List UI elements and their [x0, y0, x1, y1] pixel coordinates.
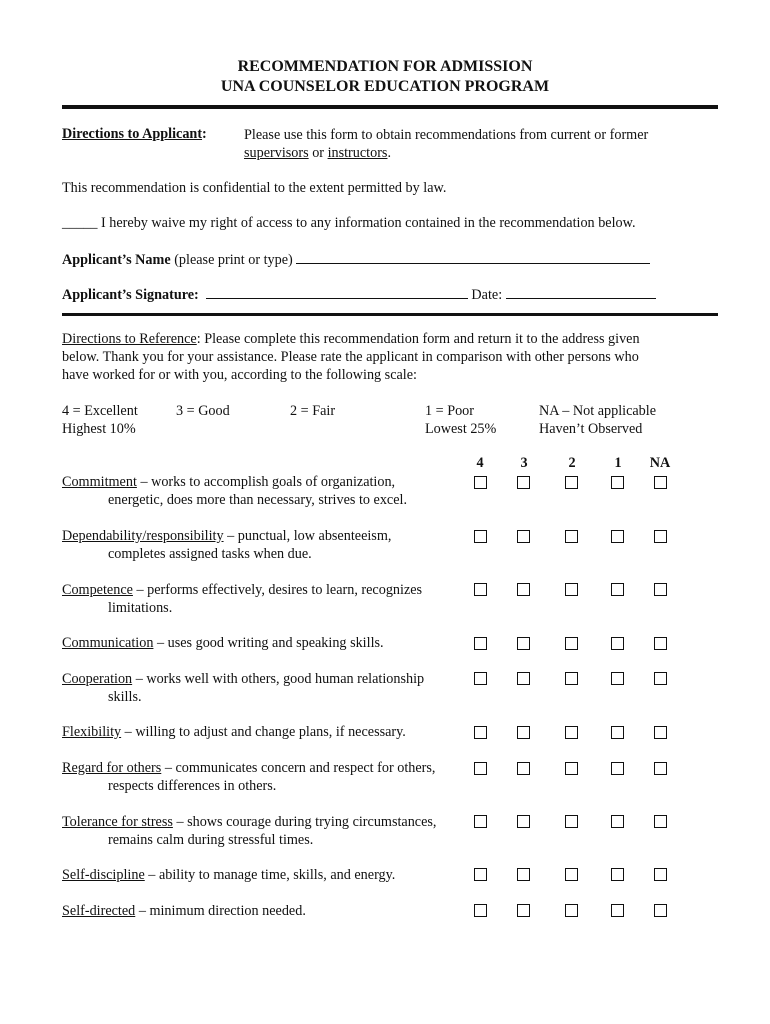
criterion-flexibility: Flexibility – willing to adjust and change plans, if necessary.	[62, 724, 406, 740]
section-rule	[62, 313, 718, 316]
waiver-initial-blank[interactable]: _____	[62, 215, 98, 231]
date-field[interactable]	[506, 286, 656, 299]
form-title-line2: UNA COUNSELOR EDUCATION PROGRAM	[220, 78, 550, 95]
applicant-name-field[interactable]	[296, 251, 650, 264]
column-header-1: 1	[614, 455, 622, 471]
rating-checkbox-9-na[interactable]	[654, 868, 667, 881]
rating-checkbox-10-3[interactable]	[517, 904, 530, 917]
rating-checkbox-10-2[interactable]	[565, 904, 578, 917]
rating-checkbox-7-na[interactable]	[654, 762, 667, 775]
rating-checkbox-3-na[interactable]	[654, 583, 667, 596]
rating-checkbox-8-3[interactable]	[517, 815, 530, 828]
criterion-self-directed: Self-directed – minimum direction needed.	[62, 903, 306, 919]
scale-poor: 1 = Poor Lowest 25%	[425, 403, 497, 437]
rating-checkbox-9-2[interactable]	[565, 868, 578, 881]
scale-fair: 2 = Fair	[290, 403, 336, 419]
applicant-directions-text: Please use this form to obtain recommendations from current or former supervisors or instructors.	[244, 127, 649, 161]
scale-excellent: 4 = Excellent Highest 10%	[62, 403, 138, 437]
criterion-regard-for-others: Regard for others – communicates concern and respect for others, respects differences in others.	[62, 760, 436, 794]
rating-checkbox-1-na[interactable]	[654, 476, 667, 489]
applicant-signature-field[interactable]	[206, 286, 468, 299]
criterion-dependability: Dependability/responsibility – punctual, low absenteeism, completes assigned tasks when due.	[62, 528, 392, 562]
rating-checkbox-4-1[interactable]	[611, 637, 624, 650]
rating-checkbox-6-na[interactable]	[654, 726, 667, 739]
criterion-competence: Competence – performs effectively, desires to learn, recognizes limitations.	[62, 582, 423, 616]
rating-checkbox-5-3[interactable]	[517, 672, 530, 685]
rating-checkbox-1-4[interactable]	[474, 476, 487, 489]
scale-not-applicable: NA – Not applicable Haven’t Observed	[539, 403, 657, 437]
rating-checkbox-2-2[interactable]	[565, 530, 578, 543]
rating-checkbox-4-2[interactable]	[565, 637, 578, 650]
rating-checkbox-8-2[interactable]	[565, 815, 578, 828]
waiver-statement[interactable]: _____ I hereby waive my right of access to any information contained in the recommendation below.	[62, 215, 636, 231]
rating-checkbox-3-3[interactable]	[517, 583, 530, 596]
scale-good: 3 = Good	[176, 403, 230, 419]
column-header-3: 3	[520, 455, 528, 471]
rating-checkbox-7-4[interactable]	[474, 762, 487, 775]
rating-checkbox-4-na[interactable]	[654, 637, 667, 650]
rating-checkbox-6-4[interactable]	[474, 726, 487, 739]
rating-checkbox-7-1[interactable]	[611, 762, 624, 775]
criterion-communication: Communication – uses good writing and speaking skills.	[62, 635, 384, 651]
applicant-signature-row: Applicant’s Signature: Date:	[62, 286, 656, 304]
column-header-2: 2	[568, 455, 576, 471]
rating-checkbox-3-1[interactable]	[611, 583, 624, 596]
rating-checkbox-8-1[interactable]	[611, 815, 624, 828]
rating-checkbox-6-3[interactable]	[517, 726, 530, 739]
criterion-commitment: Commitment – works to accomplish goals of organization, energetic, does more than necessary, strives to excel.	[62, 474, 408, 508]
applicant-directions-label: Directions to Applicant:	[62, 126, 207, 142]
rating-checkbox-5-4[interactable]	[474, 672, 487, 685]
rating-checkbox-5-na[interactable]	[654, 672, 667, 685]
rating-checkbox-6-2[interactable]	[565, 726, 578, 739]
rating-checkbox-6-1[interactable]	[611, 726, 624, 739]
rating-checkbox-8-na[interactable]	[654, 815, 667, 828]
rating-checkbox-2-1[interactable]	[611, 530, 624, 543]
rating-checkbox-8-4[interactable]	[474, 815, 487, 828]
rating-checkbox-4-4[interactable]	[474, 637, 487, 650]
applicant-name-row: Applicant’s Name (please print or type)	[62, 251, 650, 269]
column-header-na: NA	[649, 455, 671, 471]
column-header-4: 4	[476, 455, 484, 471]
rating-checkbox-9-4[interactable]	[474, 868, 487, 881]
rating-checkbox-10-4[interactable]	[474, 904, 487, 917]
confidential-notice: This recommendation is confidential to the extent permitted by law.	[62, 180, 447, 196]
criterion-self-discipline: Self-discipline – ability to manage time, skills, and energy.	[62, 867, 396, 883]
rating-checkbox-1-2[interactable]	[565, 476, 578, 489]
reference-directions: Directions to Reference: Please complete this recommendation form and return it to the address given below. Thank you for your assistance. Please rate the applicant in comparison with other persons who have worked for or with you, according to the following scale:	[62, 331, 640, 383]
rating-checkbox-1-1[interactable]	[611, 476, 624, 489]
rating-checkbox-4-3[interactable]	[517, 637, 530, 650]
criterion-cooperation: Cooperation – works well with others, good human relationship skills.	[62, 671, 425, 705]
rating-checkbox-2-4[interactable]	[474, 530, 487, 543]
criterion-tolerance-for-stress: Tolerance for stress – shows courage during trying circumstances, remains calm during stressful times.	[62, 814, 437, 848]
rating-checkbox-3-4[interactable]	[474, 583, 487, 596]
rating-checkbox-10-1[interactable]	[611, 904, 624, 917]
rating-checkbox-7-2[interactable]	[565, 762, 578, 775]
form-title-line1: RECOMMENDATION FOR ADMISSION	[237, 58, 533, 75]
rating-checkbox-3-2[interactable]	[565, 583, 578, 596]
rating-checkbox-2-na[interactable]	[654, 530, 667, 543]
rating-checkbox-5-1[interactable]	[611, 672, 624, 685]
rating-checkbox-9-1[interactable]	[611, 868, 624, 881]
rating-checkbox-5-2[interactable]	[565, 672, 578, 685]
rating-checkbox-9-3[interactable]	[517, 868, 530, 881]
rating-checkbox-10-na[interactable]	[654, 904, 667, 917]
rating-checkbox-2-3[interactable]	[517, 530, 530, 543]
rating-checkbox-1-3[interactable]	[517, 476, 530, 489]
header-rule	[62, 105, 718, 109]
rating-checkbox-7-3[interactable]	[517, 762, 530, 775]
